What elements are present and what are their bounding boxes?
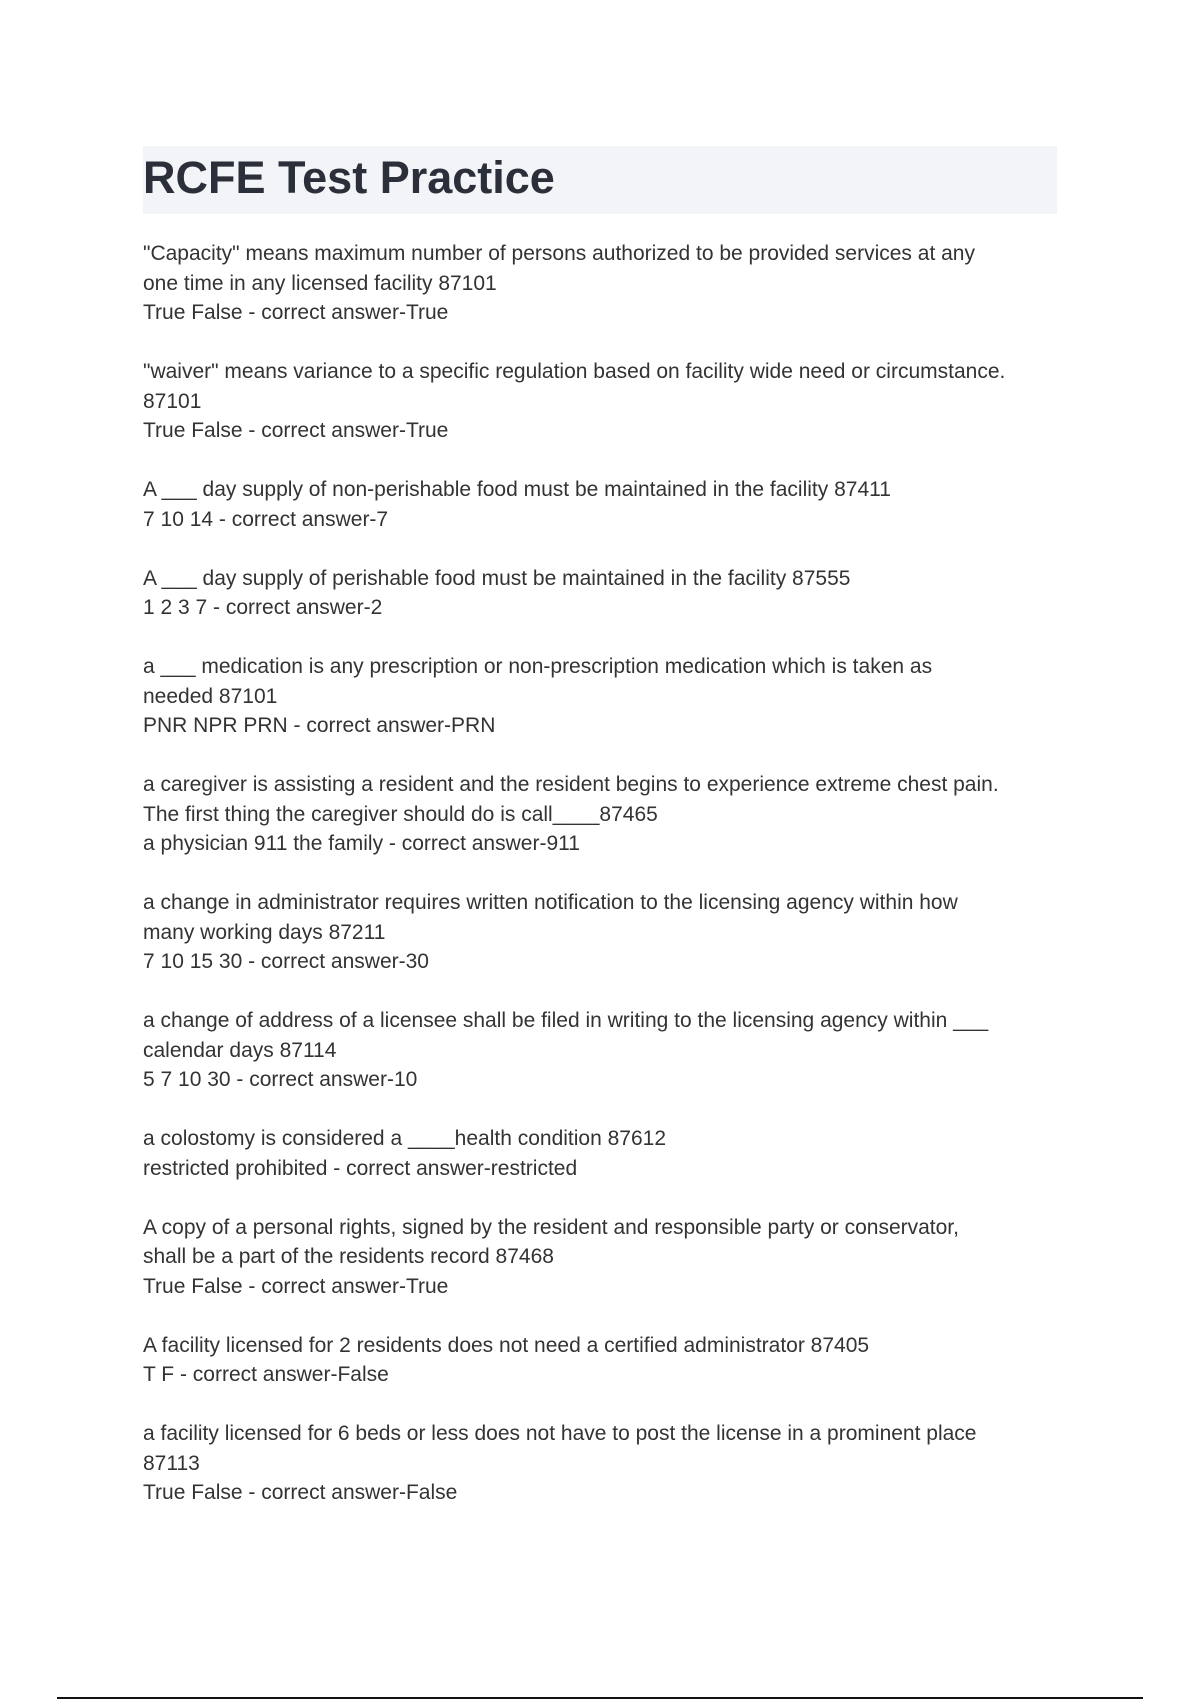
- question-text: "waiver" means variance to a specific regulation based on facility wide need or circumstance. 87101: [143, 360, 1006, 413]
- question-text: A facility licensed for 2 residents does not need a certified administrator 87405: [143, 1333, 870, 1357]
- question-text: a colostomy is considered a ____health condition 87612: [143, 1127, 667, 1150]
- question-item: [143, 1331, 1063, 1390]
- question-item: [143, 770, 1063, 859]
- answer-text: a physician 911 the family - correct answer-911: [143, 832, 580, 855]
- answer-text: True False - correct answer-True: [143, 301, 449, 324]
- answer-text: 7 10 14 - correct answer-7: [143, 507, 389, 531]
- question-item: [143, 1419, 1063, 1508]
- page-title: RCFE Test Practice: [143, 152, 555, 203]
- question-text: A copy of a personal rights, signed by the resident and responsible party or conservator, shall be a part of the residents record 87468: [143, 1215, 959, 1268]
- question-text: a caregiver is assisting a resident and the resident begins to experience extreme chest pain. The first thing the caregiver should do is call____87465: [143, 773, 999, 826]
- answer-text: 1 2 3 7 - correct answer-2: [143, 596, 383, 619]
- question-item: [143, 652, 1063, 741]
- question-item: [143, 564, 1063, 623]
- page-bottom-divider: [57, 1697, 1143, 1699]
- question-text: a change in administrator requires written notification to the licensing agency within how many working days 87211: [143, 891, 958, 944]
- question-text: "Capacity" means maximum number of persons authorized to be provided services at any one time in any licensed facility 87101: [143, 242, 975, 295]
- answer-text: True False - correct answer-True: [143, 419, 449, 442]
- answer-text: PNR NPR PRN - correct answer-PRN: [143, 714, 496, 737]
- title-banner: [143, 146, 1057, 214]
- question-list: [143, 239, 1063, 1537]
- question-item: [143, 475, 1063, 534]
- question-item: [143, 1124, 1063, 1183]
- answer-text: True False - correct answer-True: [143, 1274, 449, 1298]
- answer-text: 5 7 10 30 - correct answer-10: [143, 1068, 418, 1091]
- question-item: [143, 1213, 1063, 1302]
- question-text: a ___ medication is any prescription or non-prescription medication which is taken as needed 87101: [143, 655, 933, 708]
- question-item: [143, 357, 1063, 446]
- answer-text: True False - correct answer-False: [143, 1481, 458, 1504]
- answer-text: T F - correct answer-False: [143, 1363, 389, 1386]
- question-item: [143, 888, 1063, 977]
- question-text: A ___ day supply of non-perishable food must be maintained in the facility 87411: [143, 478, 891, 501]
- question-text: A ___ day supply of perishable food must be maintained in the facility 87555: [143, 566, 851, 590]
- question-item: [143, 1006, 1063, 1095]
- question-text: a change of address of a licensee shall be filed in writing to the licensing agency within ___ calendar days 87114: [143, 1009, 989, 1062]
- answer-text: restricted prohibited - correct answer-restricted: [143, 1156, 578, 1180]
- question-item: [143, 239, 1063, 328]
- answer-text: 7 10 15 30 - correct answer-30: [143, 950, 429, 973]
- question-text: a facility licensed for 6 beds or less does not have to post the license in a prominent place 87113: [143, 1422, 977, 1475]
